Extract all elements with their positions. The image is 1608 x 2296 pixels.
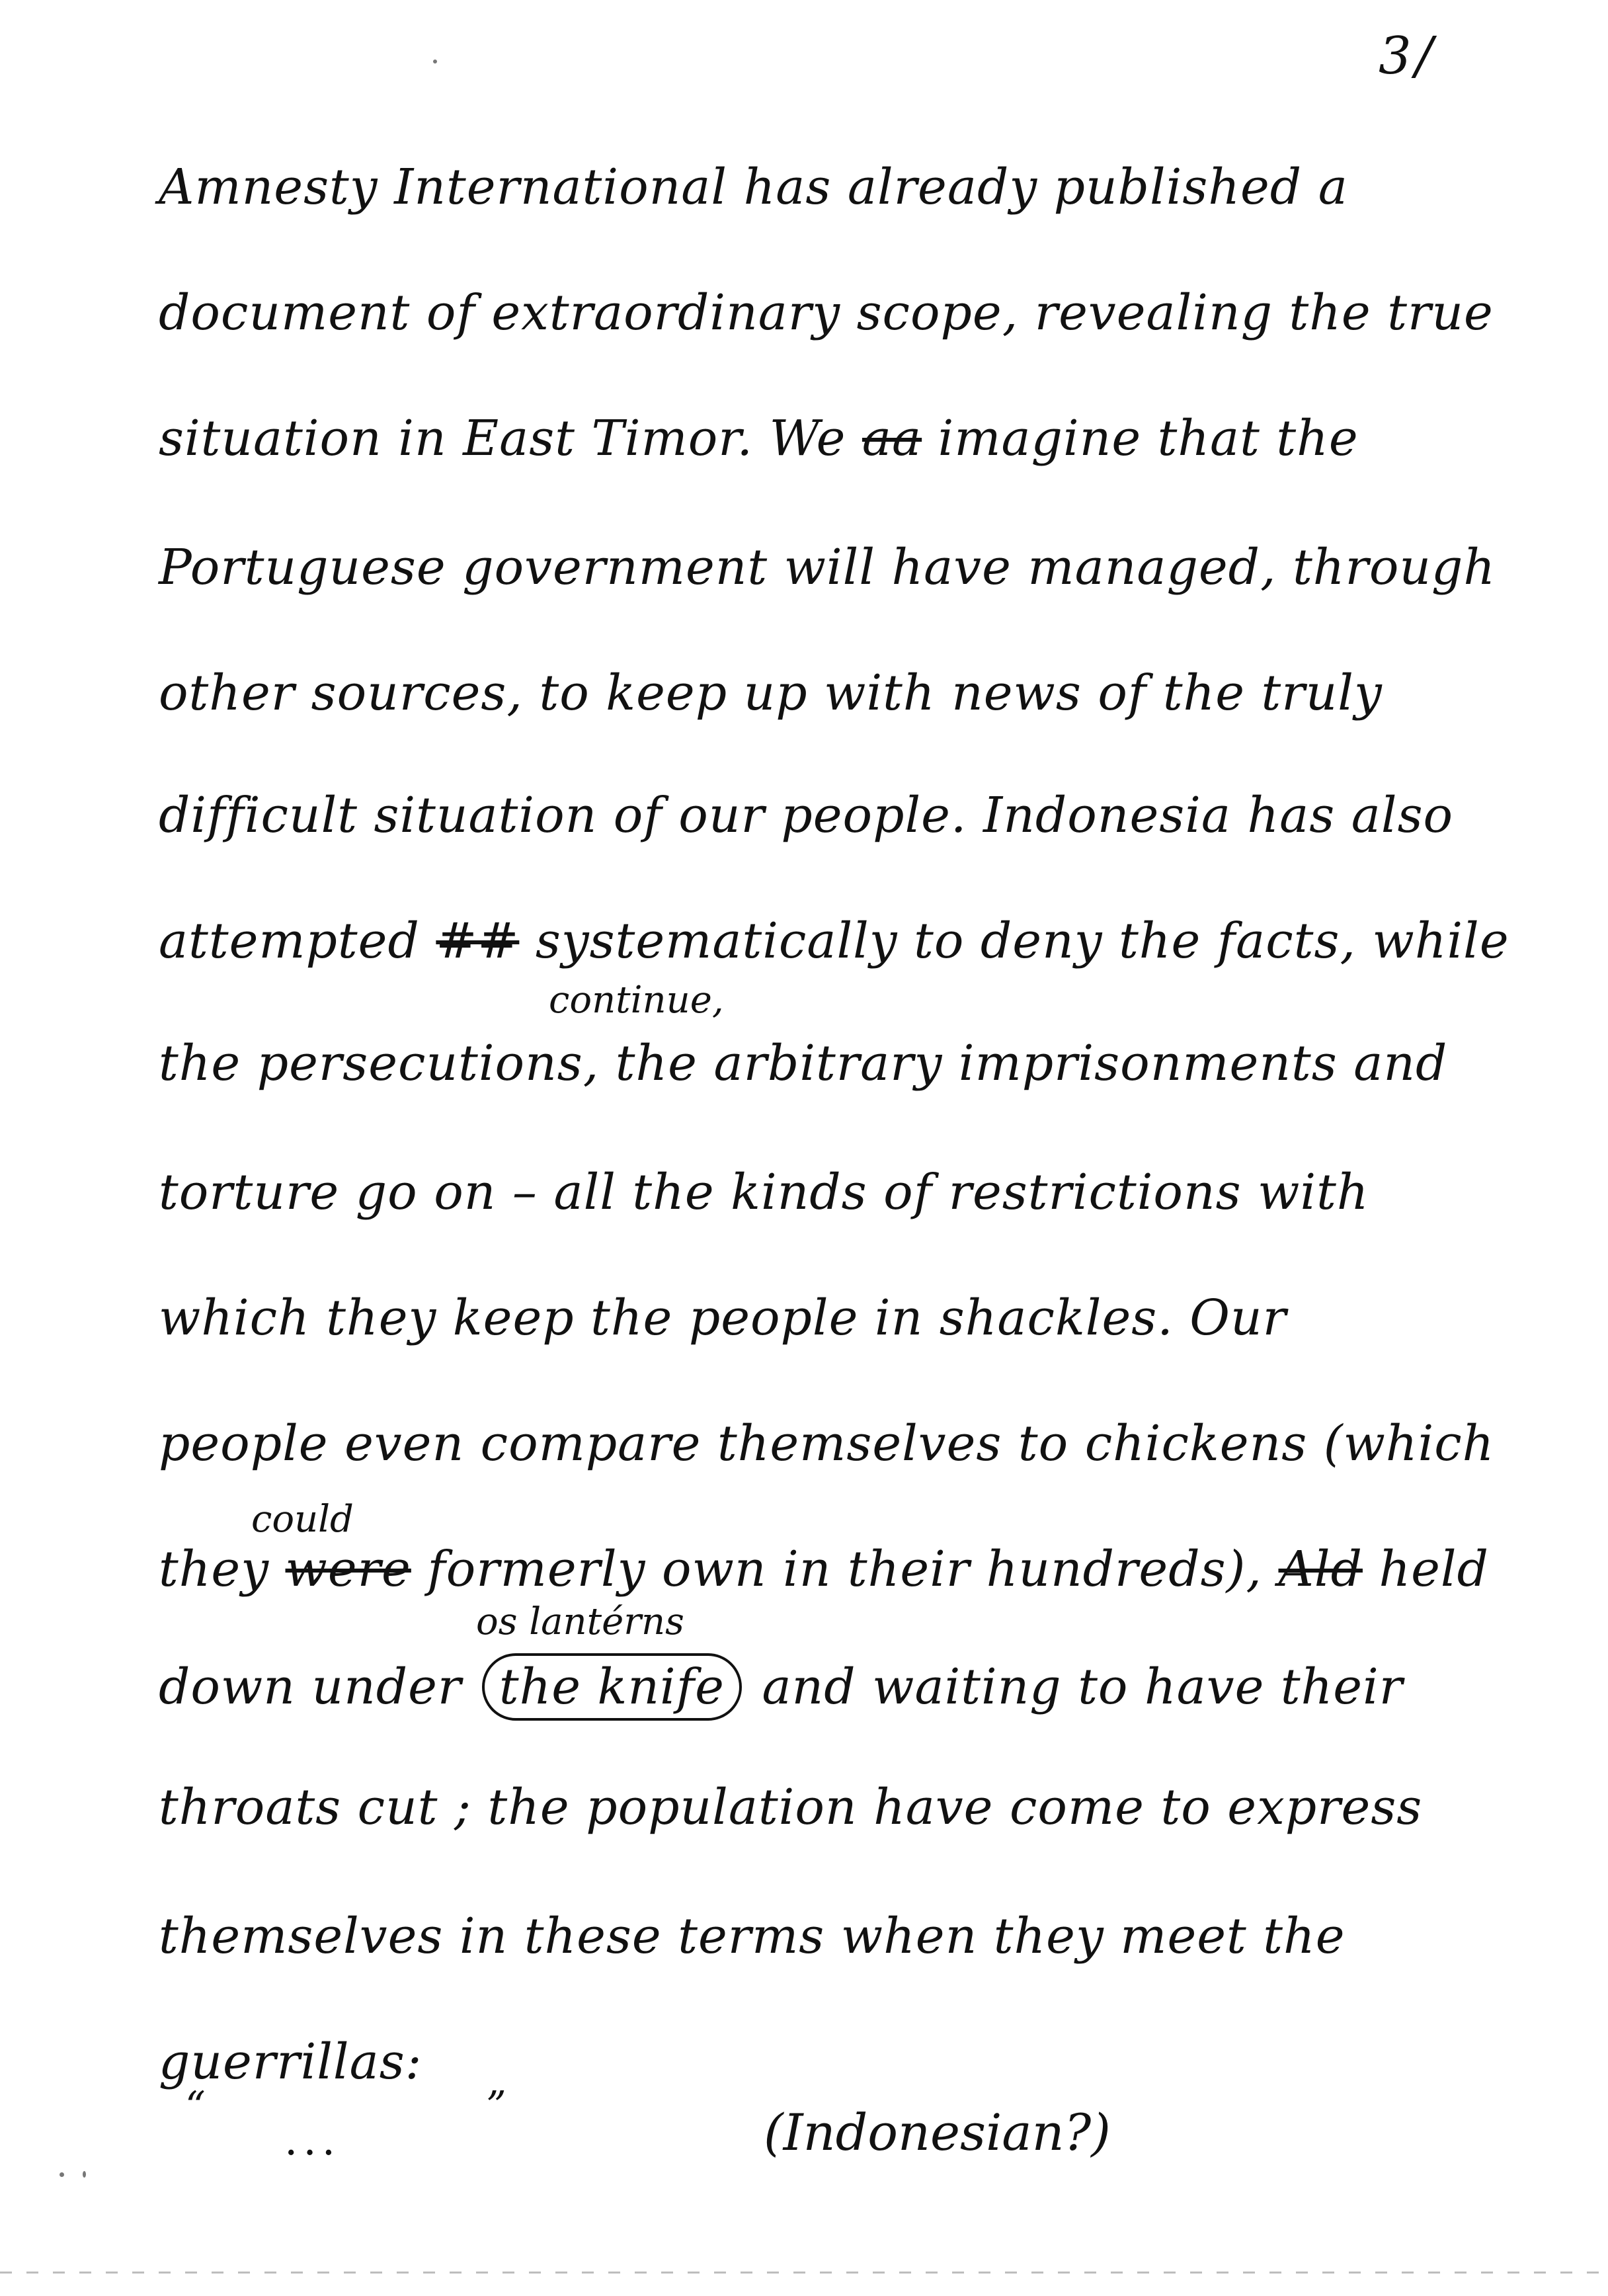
line-3-end: imagine that the <box>922 410 1359 467</box>
text-line-11: people even compare themselves to chickens (which <box>159 1415 1495 1472</box>
quote-ellipsis: ... <box>284 2116 341 2165</box>
struck-word: were <box>285 1541 411 1598</box>
text-line-4: Portuguese government will have managed, through <box>159 539 1496 596</box>
text-down-under: down under <box>159 1659 462 1715</box>
text-line-3 <box>159 410 1359 467</box>
circled-the-knife: the knife <box>482 1653 742 1721</box>
struck-word: aa <box>862 410 922 467</box>
text-line-15: themselves in these terms when they meet the <box>159 1908 1346 1965</box>
scan-speck <box>433 60 437 63</box>
struck-word: ## <box>436 913 520 969</box>
text-line-7 <box>159 913 1509 969</box>
text-line-1: Amnesty International has already published a <box>159 159 1348 216</box>
text-waiting: and waiting to have their <box>762 1659 1404 1715</box>
text-line-2: document of extraordinary scope, revealing the true <box>159 284 1494 341</box>
open-quote: “ <box>185 2083 206 2129</box>
page-number: 3/ <box>1379 26 1437 86</box>
note-indonesian: (Indonesian?) <box>764 2103 1111 2162</box>
line-12-middle: formerly own in their hundreds), <box>411 1541 1279 1598</box>
text-line-6: difficult situation of our people. Indonesia has also <box>159 787 1454 844</box>
insert-continue: continue, <box>549 979 724 1022</box>
text-line-14: throats cut ; the population have come to express <box>159 1779 1423 1836</box>
insert-could: could <box>251 1498 354 1541</box>
close-quote: ” <box>486 2083 506 2129</box>
scan-edge <box>0 2272 1608 2274</box>
line-7-end: systematically to deny the facts, while <box>519 913 1509 969</box>
scan-speck <box>83 2171 86 2178</box>
line-7-start: attempted <box>159 913 436 969</box>
scan-speck <box>60 2172 64 2177</box>
text-line-12 <box>159 1541 1489 1598</box>
text-line-8: the persecutions, the arbitrary imprisonments and <box>159 1035 1448 1092</box>
line-12-start: they <box>159 1541 286 1598</box>
text-line-9: torture go on – all the kinds of restrictions with <box>159 1164 1369 1221</box>
insert-os-lanterns: os lantérns <box>476 1600 684 1643</box>
text-line-10: which they keep the people in shackles. Our <box>159 1290 1287 1346</box>
text-line-13 <box>159 1653 1403 1721</box>
struck-word: Ald <box>1278 1541 1363 1598</box>
line-12-end: held <box>1362 1541 1489 1598</box>
line-3-start: situation in East Timor. We <box>159 410 862 467</box>
text-line-5: other sources, to keep up with news of the truly <box>159 665 1383 721</box>
text-line-16: guerrillas: <box>159 2033 422 2090</box>
